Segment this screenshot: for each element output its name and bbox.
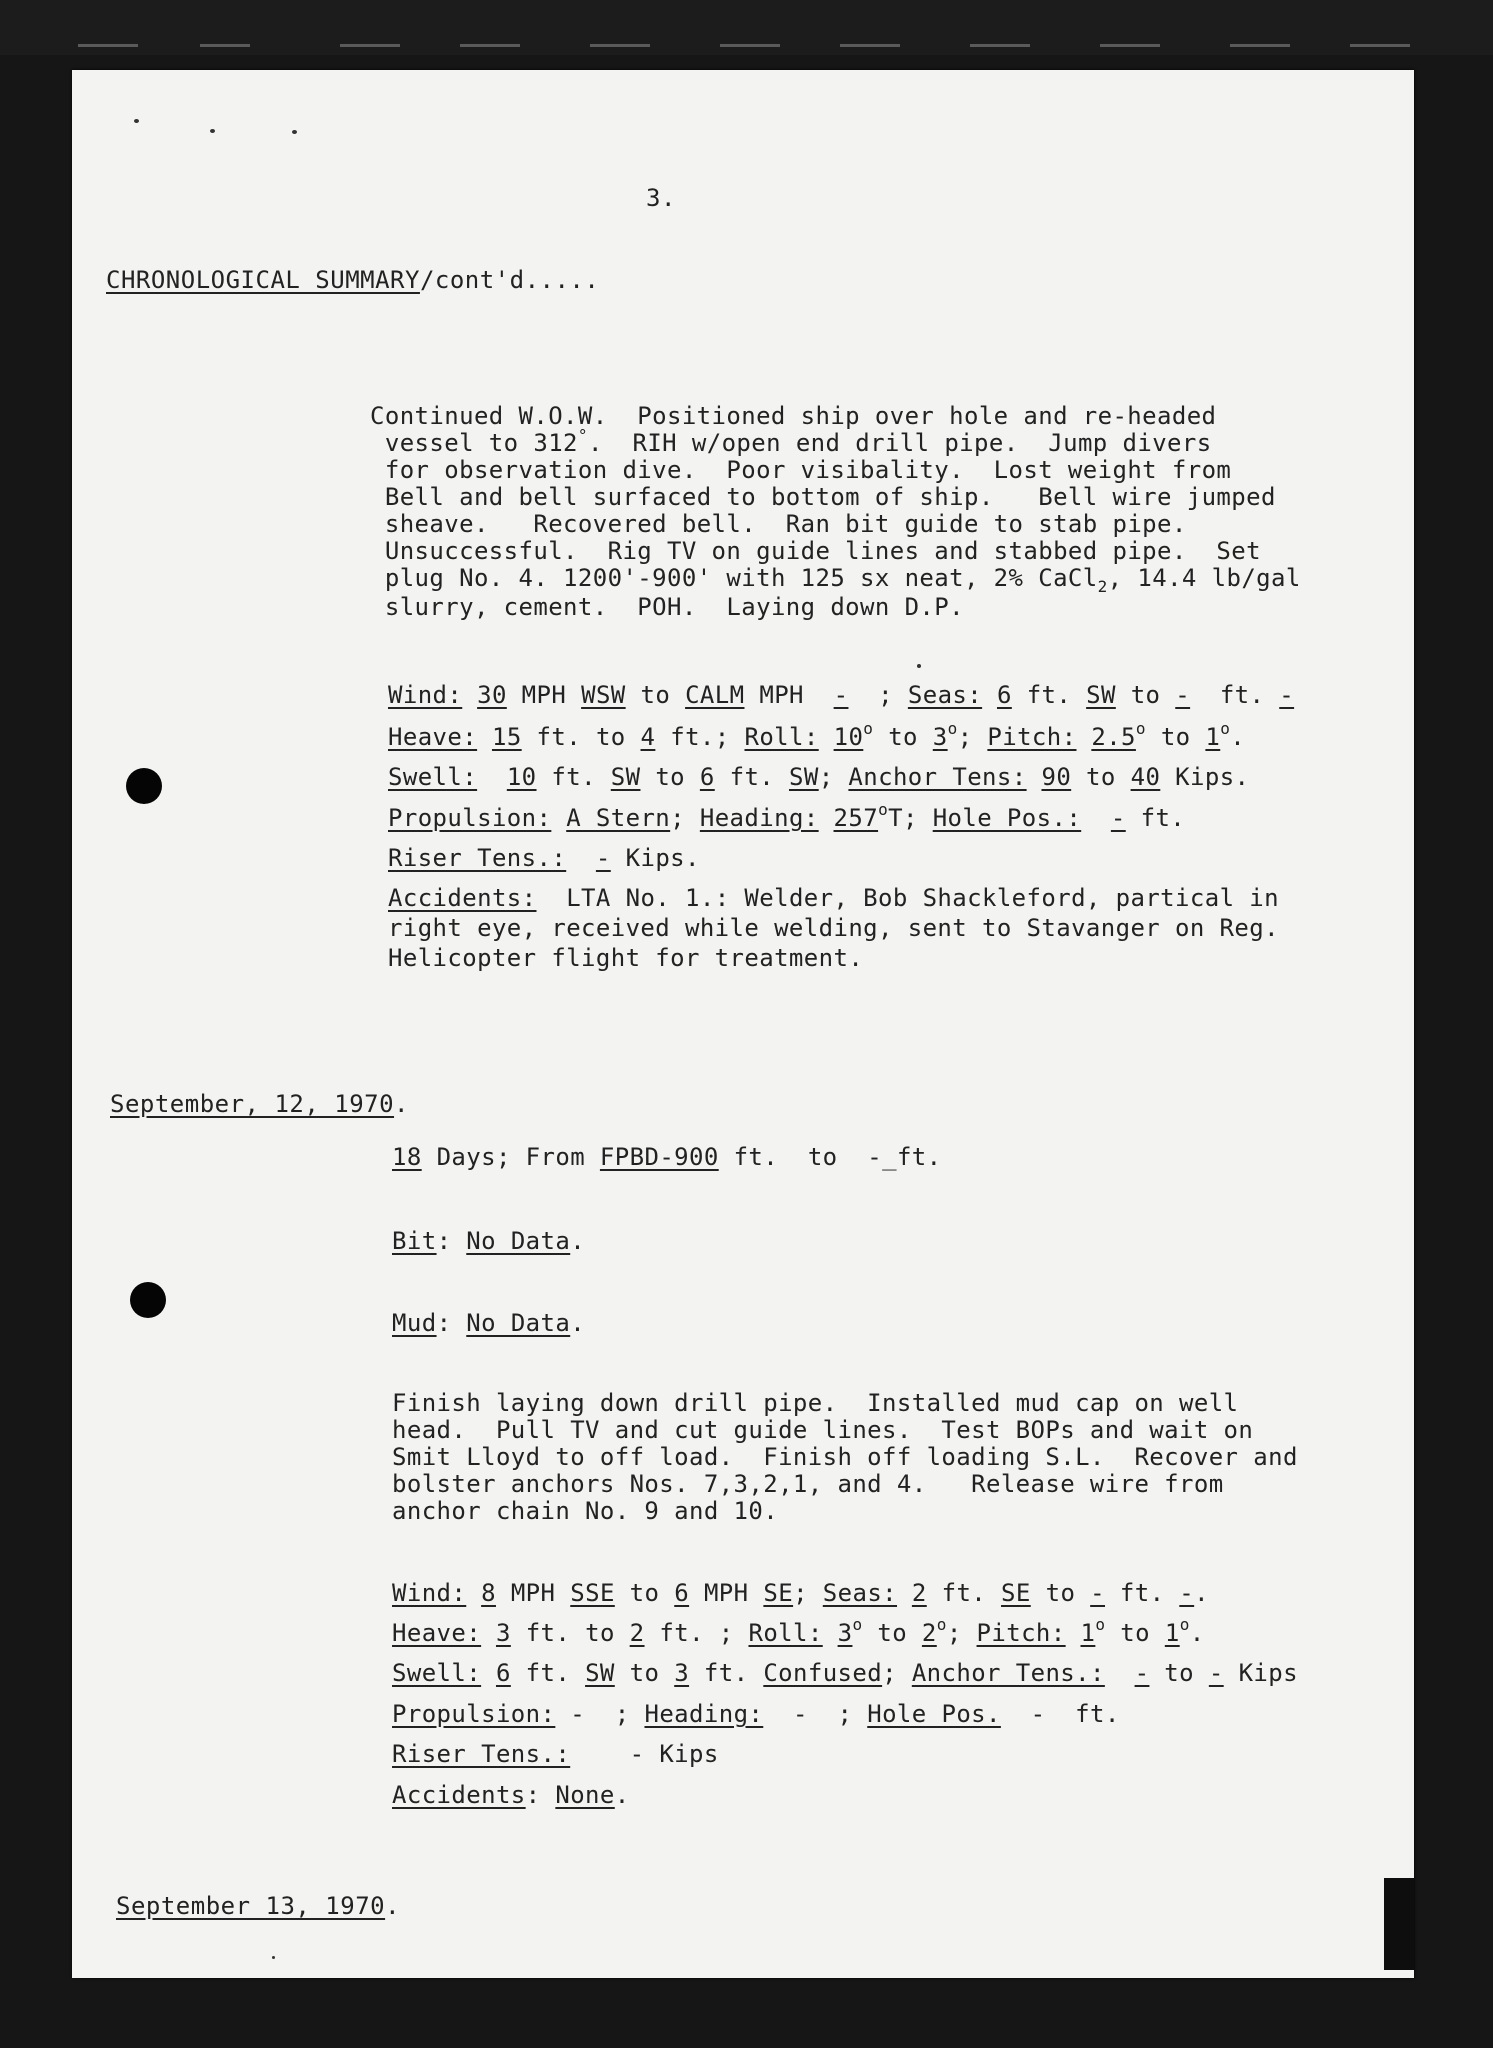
anchor-from: - (1134, 1659, 1150, 1687)
seas-unit: ft. (1026, 681, 1072, 709)
depth-unit: ft. to (733, 1143, 838, 1171)
to-word: to (585, 1619, 615, 1647)
riser-line-2 (392, 1739, 719, 1769)
page-number: 3. (646, 184, 676, 212)
narrative-2 (392, 1390, 1298, 1525)
date-text: September, 12, 1970 (110, 1090, 395, 1118)
days-val: 18 (392, 1143, 422, 1171)
section-heading (106, 266, 599, 294)
narrative-line: Finish laying down drill pipe. Installed mud cap on well (392, 1389, 1239, 1417)
degree-mark: o (1135, 719, 1146, 738)
wind-line-2: Wind: 8 MPH SSE to 6 MPH SE; Seas: 2 ft. SE to - ft. -. (392, 1579, 1210, 1607)
heave-from: 3 (495, 1619, 511, 1647)
swell-dir2: SW (789, 763, 819, 791)
punch-hole (130, 1282, 166, 1318)
seas-val: 2 (911, 1579, 927, 1607)
roll-label: Roll: (748, 1619, 823, 1647)
pitch-label: Pitch: (987, 723, 1077, 751)
edge-mark (78, 44, 138, 47)
propulsion-label: Propulsion: (388, 804, 552, 832)
to-word: to (888, 723, 918, 751)
ft-unit: ft. (536, 723, 582, 751)
date-heading: September, 12, 1970. (110, 1090, 409, 1118)
riser-unit: Kips (659, 1740, 719, 1768)
edge-mark (590, 44, 650, 47)
wind-label: Wind: (392, 1579, 467, 1607)
propulsion-val: A Stern (566, 804, 671, 832)
narrative-line: vessel to 312 (370, 429, 578, 457)
anchor-label: Anchor Tens: (848, 763, 1027, 791)
heading-label: Heading: (699, 804, 819, 832)
edge-mark (970, 44, 1030, 47)
heave-to: 2 (629, 1619, 645, 1647)
hole-label: Hole Pos. (867, 1700, 1001, 1728)
wind-to-unit: MPH (703, 1579, 749, 1607)
dash: - (1279, 681, 1295, 709)
to-word: to (595, 723, 626, 751)
anchor-label: Anchor Tens.: (911, 1659, 1105, 1687)
narrative-line: , 14.4 lb/gal (1107, 564, 1301, 592)
swell-dir: SW (610, 763, 641, 791)
hole-val: - (1110, 804, 1126, 832)
heave-label: Heave: (388, 723, 478, 751)
heading-label: Heading: (644, 1700, 764, 1728)
ft-unit: ft. (525, 1619, 571, 1647)
section-title: CHRONOLOGICAL SUMMARY (106, 266, 420, 294)
swell-label: Swell: (392, 1659, 482, 1687)
seas-dir: SE (1001, 1579, 1031, 1607)
heading-val: 257 (833, 804, 879, 832)
seas-dir: SW (1086, 681, 1116, 709)
to-word: to (629, 1659, 660, 1687)
mud-label: Mud (392, 1309, 437, 1337)
swell-line-2: Swell: 6 ft. SW to 3 ft. Confused; Anchor Tens.: - to - Kips (392, 1659, 1298, 1687)
pitch-to: 1 (1205, 723, 1221, 751)
edge-mark (340, 44, 400, 47)
narrative-line: Smit Lloyd to off load. Finish off loading S.L. Recover and (392, 1443, 1298, 1471)
wind-unit: MPH (510, 1579, 556, 1607)
heave-line-1: Heave: 15 ft. to 4 ft.; Roll: 10$^o$ to 3$^o$; Pitch: 2.5$^o$ to 1$^o$. (388, 719, 1246, 751)
heave-from: 15 (491, 723, 522, 751)
anchor-to: 40 (1130, 763, 1161, 791)
swell-from: 10 (506, 763, 537, 791)
to-word: to (1086, 763, 1116, 791)
riser-unit: Kips. (625, 844, 700, 872)
narrative-line: sheave. Recovered bell. Ran bit guide to stab pipe. (384, 510, 1187, 538)
heave-line-2: Heave: 3 ft. to 2 ft. ; Roll: 3$^o$ to 2$^o$; Pitch: 1$^o$ to 1$^o$. (392, 1615, 1205, 1647)
accidents-label: Accidents (392, 1781, 526, 1809)
from-depth: FPBD-900 (599, 1143, 719, 1171)
speck (917, 664, 921, 668)
accidents-val: None (555, 1781, 615, 1809)
accidents-2: Accidents: None. (392, 1781, 630, 1809)
degree-mark: o (878, 800, 889, 819)
swell-to: 6 (699, 763, 715, 791)
narrative-line: bolster anchors Nos. 7,3,2,1, and 4. Release wire from (392, 1470, 1224, 1498)
narrative-line: anchor chain No. 9 and 10. (392, 1497, 779, 1525)
narrative-line: head. Pull TV and cut guide lines. Test BOPs and wait on (392, 1416, 1254, 1444)
wind-dir: WSW (581, 681, 626, 709)
anchor-from: 90 (1041, 763, 1072, 791)
swell-to: 3 (674, 1659, 690, 1687)
kips-unit: Kips. (1175, 763, 1250, 791)
to-unit: ft. (896, 1143, 942, 1171)
degree-mark: o (863, 719, 874, 738)
swell-dir: SW (585, 1659, 615, 1687)
narrative-line: Bell and bell surfaced to bottom of ship. Bell wire jumped (384, 483, 1276, 511)
days-text: Days; From (436, 1143, 586, 1171)
riser-val: - (629, 1740, 645, 1768)
narrative-line: Unsuccessful. Rig TV on guide lines and stabbed pipe. Set (384, 537, 1261, 565)
roll-to: 2 (921, 1619, 937, 1647)
roll-label: Roll: (744, 723, 819, 751)
bit-val: No Data (466, 1227, 571, 1255)
roll-from: 3 (837, 1619, 853, 1647)
seas-end: ft. (1119, 1579, 1165, 1607)
roll-from: 10 (833, 723, 864, 751)
speck (134, 119, 139, 123)
hole-unit: ft. (1140, 804, 1186, 832)
narrative-line: for observation dive. Poor visibality. Lost weight from (384, 456, 1232, 484)
seas-last: - (1179, 1579, 1195, 1607)
degree-mark: o (1095, 1615, 1106, 1634)
days-line: 18 Days; From FPBD-900 ft. to -_ft. (392, 1143, 942, 1171)
accidents-label: Accidents: (388, 884, 537, 912)
edge-mark (1350, 44, 1410, 47)
anchor-to: - (1208, 1659, 1224, 1687)
accidents-line: LTA No. 1.: Welder, Bob Shackleford, partical in (566, 884, 1279, 912)
riser-label: Riser Tens.: (392, 1740, 571, 1768)
to-word: to (1045, 1579, 1076, 1607)
riser-val: - (595, 844, 611, 872)
hole-val: - (1030, 1700, 1046, 1728)
punch-hole (126, 768, 162, 804)
swell-dir2: Confused (763, 1659, 883, 1687)
wind-from: 8 (481, 1579, 496, 1607)
pitch-from: 1 (1080, 1619, 1096, 1647)
wind-to: 6 (674, 1579, 690, 1607)
to-word: to (629, 1579, 660, 1607)
mud-val: No Data (466, 1309, 571, 1337)
narrative-line: slurry, cement. POH. Laying down D.P. (384, 593, 964, 621)
swell-from: 6 (495, 1659, 511, 1687)
accidents-1 (388, 883, 1279, 973)
pitch-to: 1 (1164, 1619, 1180, 1647)
edge-mark (1100, 44, 1160, 47)
wind-to-unit: MPH (759, 681, 804, 709)
to-word: to (1120, 1619, 1150, 1647)
propulsion-line-1: Propulsion: A Stern; Heading: 257$^o$T; Hole Pos.: - ft. (388, 800, 1186, 832)
seas-unit: ft. (941, 1579, 987, 1607)
wind-to-dir: SE (763, 1579, 794, 1607)
narrative-line: . RIH w/open end drill pipe. Jump divers (587, 429, 1212, 457)
seas-end: ft. (1219, 681, 1265, 709)
accidents-line: Helicopter flight for treatment. (388, 944, 864, 972)
wind-to: CALM (685, 681, 745, 709)
speck (272, 1956, 275, 1959)
to-word: to (1130, 681, 1161, 709)
bit-line: Bit: No Data. (392, 1227, 586, 1255)
pitch-from: 2.5 (1091, 723, 1136, 751)
edge-mark (200, 44, 250, 47)
heave-label: Heave: (392, 1619, 482, 1647)
edge-mark (840, 44, 900, 47)
document-page (72, 70, 1414, 1978)
to-word: to (640, 681, 671, 709)
to-word: to (1164, 1659, 1194, 1687)
to-word: to (655, 763, 686, 791)
bit-label: Bit (392, 1227, 437, 1255)
degree-mark: o (852, 1615, 863, 1634)
next-date-heading: September 13, 1970. (116, 1892, 401, 1920)
propulsion-line-2: Propulsion: - ; Heading: - ; Hole Pos. - ft. (392, 1700, 1120, 1728)
propulsion-val: - (570, 1700, 586, 1728)
edge-mark (1230, 44, 1290, 47)
roll-to: 3 (932, 723, 948, 751)
seas-val: 6 (996, 681, 1012, 709)
wind-dir: SSE (570, 1579, 615, 1607)
dash: - (833, 681, 849, 709)
edge-mark (720, 44, 780, 47)
edge-mark (460, 44, 520, 47)
seas-to: - (1090, 1579, 1106, 1607)
degree-mark: o (947, 719, 958, 738)
riser-label: Riser Tens.: (388, 844, 567, 872)
swell-line-1: Swell: 10 ft. SW to 6 ft. SW; Anchor Tens: 90 to 40 Kips. (388, 763, 1250, 791)
narrative-line: Continued W.O.W. Positioned ship over hole and re-headed (370, 402, 1217, 430)
propulsion-label: Propulsion: (392, 1700, 556, 1728)
hole-unit: ft. (1075, 1700, 1120, 1728)
to-depth: - (867, 1143, 883, 1171)
to-word: to (1160, 723, 1191, 751)
subscript: 2 (1097, 577, 1108, 596)
mud-line: Mud: No Data. (392, 1309, 586, 1337)
binder-clip (1384, 1878, 1414, 1970)
degree-mark: o (1220, 719, 1231, 738)
swell-label: Swell: (388, 763, 478, 791)
section-suffix: /cont'd..... (419, 266, 600, 294)
accidents-line: right eye, received while welding, sent to Stavanger on Reg. (388, 914, 1279, 942)
narrative-line: plug No. 4. 1200'-900' with 125 sx neat, 2% CaCl (384, 564, 1098, 592)
seas-label: Seas: (822, 1579, 898, 1607)
degree-mark: ° (577, 426, 588, 445)
heading-val: - (792, 1700, 808, 1728)
wind-from: 30 (477, 681, 507, 709)
riser-line-1 (388, 843, 700, 873)
seas-label: Seas: (907, 681, 983, 709)
wind-label: Wind: (388, 681, 463, 709)
degree-mark: o (936, 1615, 947, 1634)
heave-to: 4 (640, 723, 656, 751)
degree-mark: o (1179, 1615, 1190, 1634)
kips-unit: Kips (1238, 1659, 1298, 1687)
narrative-1 (370, 403, 1301, 621)
speck (292, 130, 297, 134)
hole-label: Hole Pos.: (932, 804, 1082, 832)
to-word: to (877, 1619, 908, 1647)
wind-line-1: Wind: 30 MPH WSW to CALM MPH - ; Seas: 6 ft. SW to - ft. - (388, 681, 1295, 709)
wind-unit: MPH (521, 681, 567, 709)
next-date-text: September 13, 1970 (116, 1892, 386, 1920)
speck (210, 129, 215, 133)
seas-to: - (1175, 681, 1191, 709)
pitch-label: Pitch: (976, 1619, 1066, 1647)
